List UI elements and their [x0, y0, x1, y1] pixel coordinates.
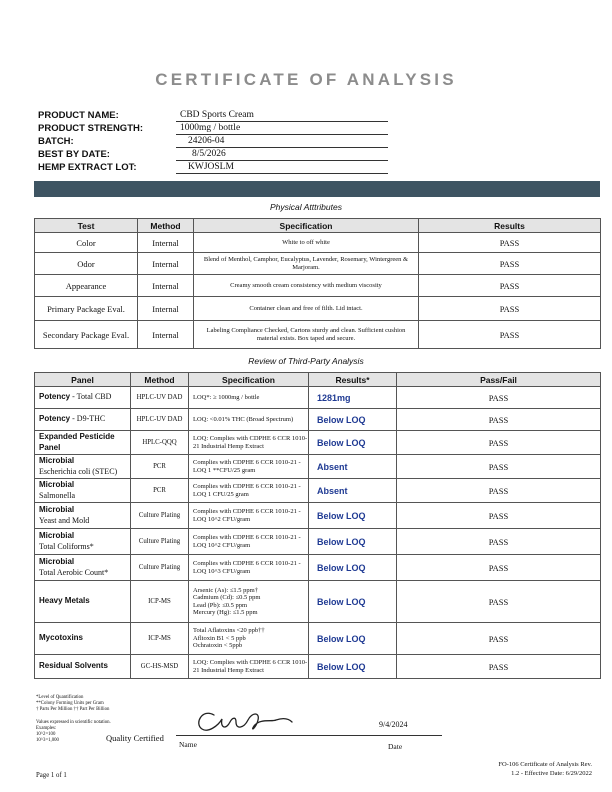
spec-cell: Complies with CDPHE 6 CCR 1010-21 - LOQ 10^2 CFU/gram	[189, 503, 309, 529]
col-header-specification: Specification	[189, 373, 309, 387]
result-cell: PASS	[419, 297, 601, 321]
date-signature-line	[366, 735, 442, 736]
method-cell: Internal	[138, 297, 194, 321]
table-row	[35, 581, 601, 623]
spec-cell: LOQ: Complies with CDPHE 6 CCR 1010-21 Industrial Hemp Extract	[189, 655, 309, 679]
test-cell: Color	[35, 233, 138, 253]
col-header-results: Results*	[309, 373, 397, 387]
signature-image	[192, 706, 304, 738]
table-row	[35, 623, 601, 655]
form-revision	[498, 760, 592, 778]
table-row	[35, 275, 601, 297]
panel-cell	[35, 623, 131, 655]
spec-cell: Complies with CDPHE 6 CCR 1010-21 - LOQ 1 **CFU/25 gram	[189, 455, 309, 479]
col-header-method: Method	[138, 219, 194, 233]
pass-fail-cell: PASS	[397, 655, 601, 679]
panel-cell	[35, 655, 131, 679]
result-cell: PASS	[419, 233, 601, 253]
test-cell: Odor	[35, 253, 138, 275]
method-cell: HPLC-UV DAD	[131, 387, 189, 409]
product-strength-value: 1000mg / bottle	[176, 123, 388, 135]
result-cell: Below LOQ	[309, 431, 397, 455]
col-header-results: Results	[419, 219, 601, 233]
method-cell: Internal	[138, 275, 194, 297]
table-row	[35, 297, 601, 321]
spec-cell: Container clean and free of filth. Lid intact.	[194, 297, 419, 321]
best-by-value: 8/5/2026	[176, 149, 388, 161]
col-header-pass-fail: Pass/Fail	[397, 373, 601, 387]
result-cell: Absent	[309, 479, 397, 503]
method-cell: Culture Plating	[131, 529, 189, 555]
batch-value: 24206-04	[176, 136, 388, 148]
panel-subtitle: Escherichia coli (STEC)	[39, 466, 118, 476]
result-cell: Below LOQ	[309, 555, 397, 581]
result-cell: Below LOQ	[309, 623, 397, 655]
signature-date: 9/4/2024	[379, 720, 408, 729]
pass-fail-cell: PASS	[397, 479, 601, 503]
panel-name: Microbial	[39, 530, 75, 540]
panel-subtitle: Total Coliforms*	[39, 541, 94, 551]
method-cell: GC-HS-MSD	[131, 655, 189, 679]
panel-subtitle: - Total CBD	[70, 392, 112, 401]
spec-cell: Blend of Menthol, Camphor, Eucalyptus, Lavender, Rosemary, Wintergreen & Marjoram.	[194, 253, 419, 275]
method-cell: Internal	[138, 321, 194, 349]
panel-name: Microbial	[39, 479, 75, 489]
panel-cell	[35, 455, 131, 479]
table-row	[35, 655, 601, 679]
pass-fail-cell: PASS	[397, 455, 601, 479]
table-row	[35, 529, 601, 555]
third-party-analysis-table	[34, 372, 601, 679]
method-cell: PCR	[131, 479, 189, 503]
table-row	[35, 479, 601, 503]
document-title: CERTIFICATE OF ANALYSIS	[155, 70, 457, 89]
product-name-value: CBD Sports Cream	[176, 110, 388, 122]
pass-fail-cell: PASS	[397, 387, 601, 409]
physical-section-heading: Physical Atttributes	[270, 202, 342, 212]
spec-cell	[189, 623, 309, 655]
result-cell: Below LOQ	[309, 503, 397, 529]
spec-cell	[189, 581, 309, 623]
panel-cell	[35, 529, 131, 555]
result-cell: PASS	[419, 253, 601, 275]
panel-cell	[35, 409, 131, 431]
table-row	[35, 409, 601, 431]
panel-name: Heavy Metals	[39, 596, 90, 605]
form-revision-line: 1.2 - Effective Date: 6/29/2022	[511, 770, 592, 777]
notation-note	[36, 720, 111, 744]
pass-fail-cell: PASS	[397, 623, 601, 655]
method-cell: PCR	[131, 455, 189, 479]
result-cell: Below LOQ	[309, 581, 397, 623]
col-header-method: Method	[131, 373, 189, 387]
table-row	[35, 233, 601, 253]
spec-line: Mercury (Hg): ≤1.5 ppm	[193, 609, 258, 616]
result-cell: Below LOQ	[309, 409, 397, 431]
pass-fail-cell: PASS	[397, 581, 601, 623]
table-row	[35, 387, 601, 409]
panel-name: Microbial	[39, 504, 75, 514]
spec-cell: LOQ: Complies with CDPHE 6 CCR 1010-21 Industrial Hemp Extract	[189, 431, 309, 455]
hemp-lot-label: HEMP EXTRACT LOT:	[38, 162, 137, 173]
col-header-test: Test	[35, 219, 138, 233]
col-header-panel: Panel	[35, 373, 131, 387]
table-row	[35, 455, 601, 479]
panel-subtitle: - D9-THC	[70, 414, 106, 423]
spec-line: Ochratoxin < 5ppb	[193, 642, 243, 650]
name-label: Name	[179, 740, 197, 749]
physical-attributes-table	[34, 218, 601, 349]
table-row	[35, 555, 601, 581]
form-revision-line: FO-106 Certificate of Analysis Rev.	[498, 761, 592, 768]
footnote-line: Values expressed in scientific notation.	[36, 720, 111, 725]
spec-cell: Creamy smooth cream consistency with medium viscosity	[194, 275, 419, 297]
panel-name: Potency	[39, 414, 71, 423]
test-cell: Primary Package Eval.	[35, 297, 138, 321]
spec-cell: LOQ*: ≥ 1000mg / bottle	[189, 387, 309, 409]
test-cell: Secondary Package Eval.	[35, 321, 138, 349]
third-party-section-heading: Review of Third-Party Analysis	[248, 356, 364, 366]
hemp-lot-value: KWJOSLM	[176, 162, 388, 174]
product-name-label: PRODUCT NAME:	[38, 110, 119, 121]
footnote-line: *Level of Quantification	[36, 695, 84, 700]
result-cell: Below LOQ	[309, 655, 397, 679]
panel-cell	[35, 555, 131, 581]
footnote-line: † Parts Per Million †† Part Per Billion	[36, 707, 110, 712]
result-cell: Absent	[309, 455, 397, 479]
date-label: Date	[388, 742, 403, 751]
panel-cell	[35, 503, 131, 529]
table-row	[35, 503, 601, 529]
spec-cell: Complies with CDPHE 6 CCR 1010-21 - LOQ 10^2 CFU/gram	[189, 529, 309, 555]
col-header-specification: Specification	[194, 219, 419, 233]
panel-subtitle: Salmonella	[39, 490, 75, 500]
table-row	[35, 321, 601, 349]
spec-cell: Complies with CDPHE 6 CCR 1010-21 - LOQ 10^3 CFU/gram	[189, 555, 309, 581]
method-cell: ICP-MS	[131, 581, 189, 623]
panel-subtitle: Yeast and Mold	[39, 515, 90, 525]
batch-label: BATCH:	[38, 136, 74, 147]
spec-line: Afltoxin B1 < 5 ppb	[193, 634, 246, 642]
panel-cell	[35, 581, 131, 623]
panel-name: Expanded Pesticide Panel	[39, 431, 115, 452]
spec-line: Total Aflatoxins <20 ppb††	[193, 627, 265, 635]
result-cell: PASS	[419, 321, 601, 349]
pass-fail-cell: PASS	[397, 431, 601, 455]
table-row	[35, 253, 601, 275]
pass-fail-cell: PASS	[397, 529, 601, 555]
footnote-line: 10^2=100	[36, 732, 56, 737]
page-number: Page 1 of 1	[36, 772, 67, 779]
panel-cell	[35, 479, 131, 503]
method-cell: Internal	[138, 253, 194, 275]
product-strength-label: PRODUCT STRENGTH:	[38, 123, 144, 134]
spec-line: Lead (Pb): ≤0.5 ppm	[193, 601, 248, 609]
best-by-label: BEST BY DATE:	[38, 149, 110, 160]
method-cell: HPLC-QQQ	[131, 431, 189, 455]
spec-cell: LOQ: <0.01% THC (Broad Spectrum)	[189, 409, 309, 431]
section-divider-band	[34, 181, 600, 197]
result-cell: Below LOQ	[309, 529, 397, 555]
footnote-line: Examples:	[36, 726, 57, 731]
test-cell: Appearance	[35, 275, 138, 297]
panel-name: Mycotoxins	[39, 633, 84, 642]
result-cell: PASS	[419, 275, 601, 297]
method-cell: Culture Plating	[131, 503, 189, 529]
method-cell: Culture Plating	[131, 555, 189, 581]
panel-cell	[35, 431, 131, 455]
spec-cell: Complies with CDPHE 6 CCR 1010-21 - LOQ 1 CFU/25 gram	[189, 479, 309, 503]
panel-name: Microbial	[39, 455, 75, 465]
panel-name: Residual Solvents	[39, 661, 108, 670]
panel-name: Microbial	[39, 556, 75, 566]
pass-fail-cell: PASS	[397, 503, 601, 529]
pass-fail-cell: PASS	[397, 555, 601, 581]
footnote-line: **Colony Forming Units per Gram	[36, 701, 104, 706]
method-cell: Internal	[138, 233, 194, 253]
table-row	[35, 431, 601, 455]
method-cell: ICP-MS	[131, 623, 189, 655]
name-signature-line	[176, 735, 396, 736]
footnote-line: 10^3=1,000	[36, 738, 59, 743]
spec-cell: Labeling Compliance Checked, Cartons sturdy and clean. Sufficient cushion material exists. Box taped and secure.	[194, 321, 419, 349]
quality-certified-label: Quality Certified	[106, 733, 164, 743]
panel-subtitle: Total Aerobic Count*	[39, 567, 109, 577]
spec-line: Arsenic (As): ≤1.5 ppm†	[193, 586, 258, 594]
footnotes	[36, 695, 109, 713]
spec-cell: White to off white	[194, 233, 419, 253]
pass-fail-cell: PASS	[397, 409, 601, 431]
panel-name: Potency	[39, 392, 71, 401]
result-cell: 1281mg	[309, 387, 397, 409]
spec-line: Cadmium (Cd): ≤0.5 ppm	[193, 594, 261, 601]
panel-cell	[35, 387, 131, 409]
method-cell: HPLC-UV DAD	[131, 409, 189, 431]
